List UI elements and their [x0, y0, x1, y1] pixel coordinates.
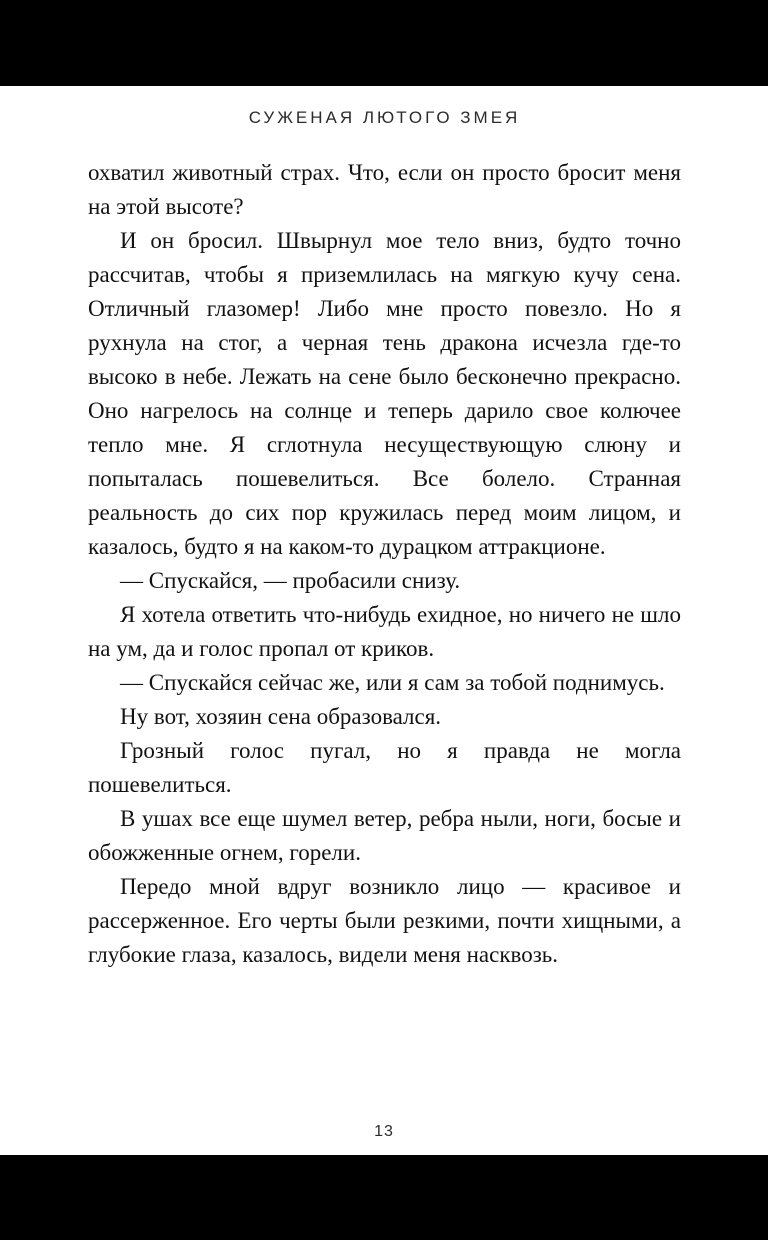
letterbox-top [0, 0, 768, 86]
page-number: 13 [374, 1123, 394, 1140]
paragraph: Передо мной вдруг возникло лицо — красивое и рассерженное. Его черты были резкими, почти хищными, а глубокие глаза, казалось, видели меня насквозь. [88, 874, 681, 967]
paragraph-dialogue: — Спускайся сейчас же, или я сам за тобой поднимусь. [120, 670, 665, 695]
paragraph: охватил животный страх. Что, если он просто бросит меня на этой высоте? [88, 160, 681, 219]
body-text [88, 156, 681, 972]
book-page [0, 86, 768, 1155]
letterbox-bottom [0, 1155, 768, 1240]
paragraph: Я хотела ответить что-нибудь ехидное, но ничего не шло на ум, да и голос пропал от криков. [88, 602, 681, 661]
paragraph: И он бросил. Швырнул мое тело вниз, будто точно рассчитав, чтобы я приземлилась на мягкую кучу сена. Отличный глазомер! Либо мне просто повезло. Но я рухнула на стог, а черная тень дракона исчезла где-то высоко в небе. Лежать на сене было бесконечно прекрасно. Оно нагрелось на солнце и теперь дарило свое колючее тепло мне. Я сглотнула несуществующую слюну и попыталась пошевелиться. Все болело. Странная реальность до сих пор кружилась перед моим лицом, и казалось, будто я на каком-то дурацком аттракционе. [88, 228, 681, 559]
paragraph: В ушах все еще шумел ветер, ребра ныли, ноги, босые и обожженные огнем, горели. [88, 806, 681, 865]
paragraph: Грозный голос пугал, но я правда не могла пошевелиться. [88, 738, 681, 797]
paragraph: Ну вот, хозяин сена образовался. [120, 704, 442, 729]
running-header-book-title: СУЖЕНАЯ ЛЮТОГО ЗМЕЯ [248, 108, 521, 127]
paragraph-dialogue: — Спускайся, — пробасили снизу. [120, 568, 461, 593]
